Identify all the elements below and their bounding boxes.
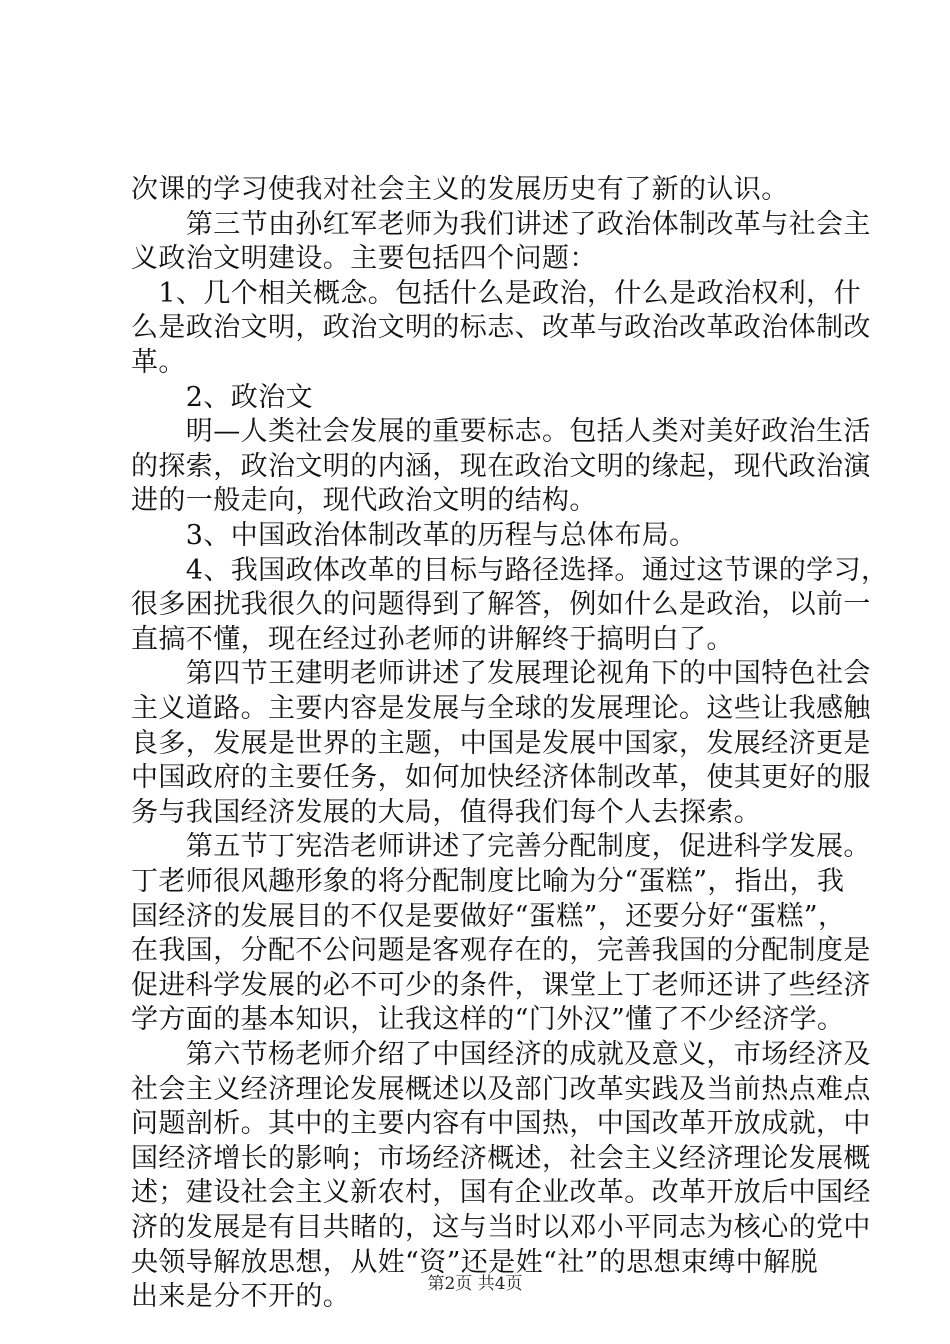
body-text-line: 直搞不懂，现在经过孙老师的讲解终于搞明白了。 — [131, 623, 734, 655]
body-text-line: 第六节杨老师介绍了中国经济的成就及意义，市场经济及 — [131, 1039, 871, 1070]
body-text-line: 明—人类社会发展的重要标志。包括人类对美好政治生活 — [131, 416, 871, 448]
page-footer: 第2页 共4页 — [427, 1274, 523, 1294]
body-text-line: 次课的学习使我对社会主义的发展历史有了新的认识。 — [131, 174, 789, 205]
body-text-line: 社会主义经济理论发展概述以及部门改革实践及当前热点难点 — [131, 1073, 871, 1105]
body-text-line: 进的一般走向，现代政治文明的结构。 — [131, 485, 597, 517]
body-text-line: 国经济增长的影响；市场经济概述，社会主义经济理论发展概 — [131, 1142, 871, 1174]
body-text-line: 的探索，政治文明的内涵，现在政治文明的缘起，现代政治演 — [131, 450, 871, 482]
body-text-line: 务与我国经济发展的大局，值得我们每个人去探索。 — [131, 796, 762, 828]
body-text-line: 2、政治文 — [131, 381, 313, 413]
body-text-line: 济的发展是有目共睹的，这与当时以邓小平同志为核心的党中 — [131, 1212, 871, 1243]
body-text-line: 丁老师很风趣形象的将分配制度比喻为分“蛋糕”，指出，我 — [131, 866, 845, 897]
body-text-line: 第五节丁宪浩老师讲述了完善分配制度，促进科学发展。 — [131, 831, 871, 863]
body-text-line: 中国政府的主要任务，如何加快经济体制改革，使其更好的服 — [131, 762, 871, 794]
body-text-line: 革。 — [131, 347, 186, 378]
body-text-line: 在我国，分配不公问题是客观存在的，完善我国的分配制度是 — [131, 935, 871, 967]
body-text-line: 3、中国政治体制改革的历程与总体布局。 — [131, 520, 697, 551]
body-text-line: 述；建设社会主义新农村，国有企业改革。改革开放后中国经 — [131, 1177, 871, 1209]
body-text-line: 出来是分不开的。 — [131, 1281, 351, 1313]
body-text-line: 国经济的发展目的不仅是要做好“蛋糕”，还要分好“蛋糕”， — [131, 900, 846, 932]
body-text-line: 很多困扰我很久的问题得到了解答，例如什么是政治，以前一 — [131, 589, 871, 621]
body-text-line: 主义道路。主要内容是发展与全球的发展理论。这些让我感触 — [131, 693, 871, 724]
body-text-line: 1、几个相关概念。包括什么是政治，什么是政治权利，什 — [131, 277, 861, 309]
body-text-line: 4、我国政体改革的目标与路径选择。通过这节课的学习， — [131, 554, 889, 586]
body-text-line: 促进科学发展的必不可少的条件，课堂上丁老师还讲了些经济 — [131, 969, 871, 1001]
body-text-line: 问题剖析。其中的主要内容有中国热，中国改革开放成就，中 — [131, 1108, 871, 1140]
body-text-line: 央领导解放思想，从姓“资”还是姓“社”的思想束缚中解脱 — [131, 1246, 819, 1278]
body-text-line: 义政治文明建设。主要包括四个问题： — [131, 243, 597, 275]
body-text-line: 第四节王建明老师讲述了发展理论视角下的中国特色社会 — [131, 658, 871, 690]
body-text-line: 良多，发展是世界的主题，中国是发展中国家，发展经济更是 — [131, 727, 871, 759]
body-text-line: 么是政治文明，政治文明的标志、改革与政治改革政治体制改 — [131, 312, 871, 344]
body-text-line: 第三节由孙红军老师为我们讲述了政治体制改革与社会主 — [131, 208, 871, 240]
body-text-line: 学方面的基本知识，让我这样的“门外汉”懂了不少经济学。 — [131, 1004, 845, 1036]
